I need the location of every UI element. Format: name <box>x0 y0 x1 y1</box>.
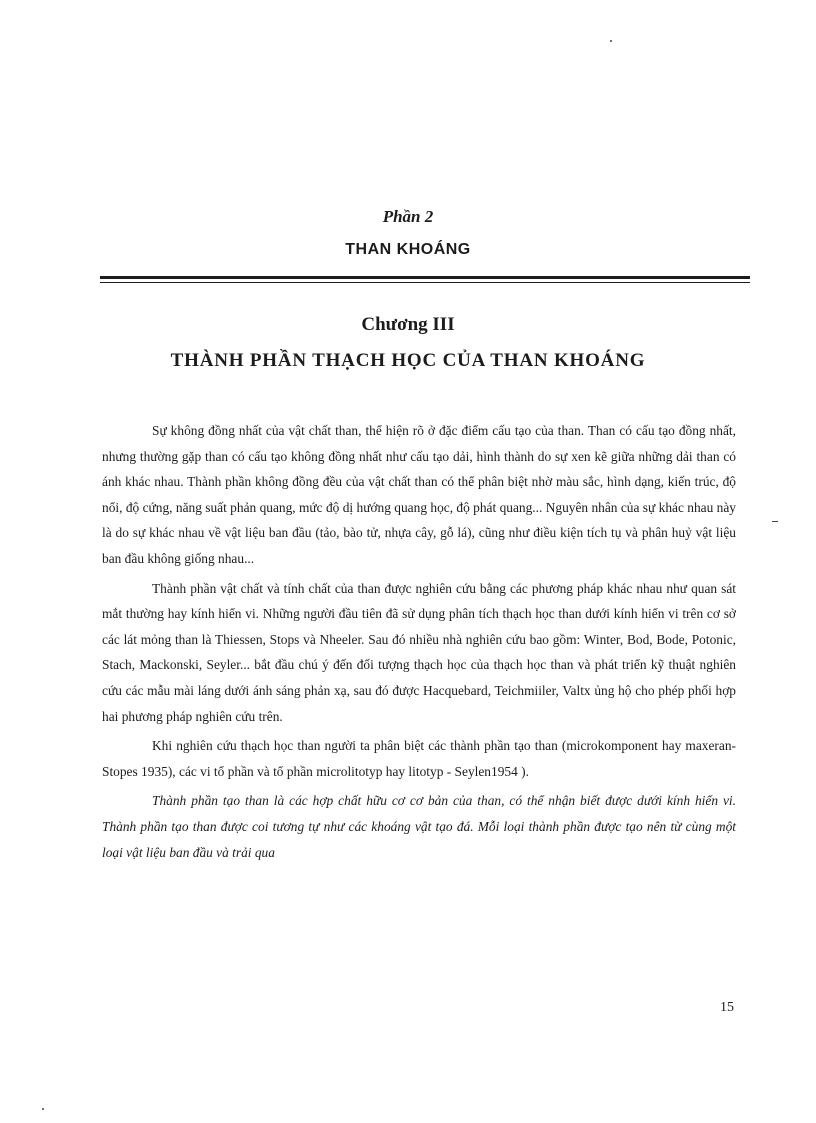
paragraph: Sự không đồng nhất của vật chất than, thể hiện rõ ở đặc điểm cấu tạo của than. Than có cấu tạo đồng nhất, nhưng thường gặp than có cấu tạo không đồng nhất như cấu tạo dải, hình thành do sự xen kẽ giữa những dải than có ánh khác nhau. Thành phần không đồng đều của vật chất than có thể phân biệt nhờ màu sắc, hình dạng, kiến trúc, độ nổi, độ cứng, năng suất phản quang, mức độ dị hướng quang học, độ phát quang... Nguyên nhân của sự khác nhau này là do sự khác nhau về vật liệu ban đầu (tảo, bào tử, nhựa cây, gỗ lá), cũng như điều kiện tích tụ và phân huỷ vật liệu ban đầu không giống nhau... <box>102 423 736 566</box>
divider-thick <box>100 276 750 279</box>
chapter-label: Chương III <box>361 314 455 335</box>
divider-thin <box>100 282 750 283</box>
body-text <box>102 418 736 869</box>
scan-speck <box>42 1108 44 1110</box>
part-title: THAN KHOÁNG <box>345 241 471 258</box>
scan-speck <box>610 40 612 42</box>
page-number: 15 <box>720 1000 734 1015</box>
italic-paragraph: Thành phần tạo than là các hợp chất hữu cơ cơ bản của than, có thể nhận biết được dưới kính hiển vi. Thành phần tạo than được coi tương tự như các khoáng vật tạo đá. Mỗi loại thành phần được tạo nên từ cùng một loại vật liệu ban đầu và trải qua <box>102 793 736 860</box>
chapter-title: THÀNH PHẦN THẠCH HỌC CỦA THAN KHOÁNG <box>170 350 646 371</box>
paragraph: Thành phần vật chất và tính chất của than được nghiên cứu bằng các phương pháp khác nhau như quan sát mắt thường hay kính hiển vi. Những người đầu tiên đã sử dụng phân tích thạch học than dưới kính hiển vi trên cơ sở các lát mỏng than là Thiessen, Stops và Nheeler. Sau đó nhiều nhà nghiên cứu bao gồm: Winter, Bod, Bode, Potonic, Stach, Mackonski, Seyler... bắt đầu chú ý đến đối tượng thạch học của thạch học than và phát triển kỹ thuật nghiên cứu các mẫu mài láng dưới ánh sáng phản xạ, sau đó được Hacquebard, Teichmiiler, Valtx ủng hộ cho phép phối hợp hai phương pháp nghiên cứu trên. <box>102 580 736 724</box>
part-label: Phần 2 <box>382 207 434 226</box>
scan-speck <box>772 521 778 522</box>
paragraph: Khi nghiên cứu thạch học than người ta phân biệt các thành phần tạo than (microkomponent hay maxeran- Stopes 1935), các vi tổ phần và tổ phần microlitotyp hay litotyp - Seylen1954 ). <box>102 738 736 779</box>
